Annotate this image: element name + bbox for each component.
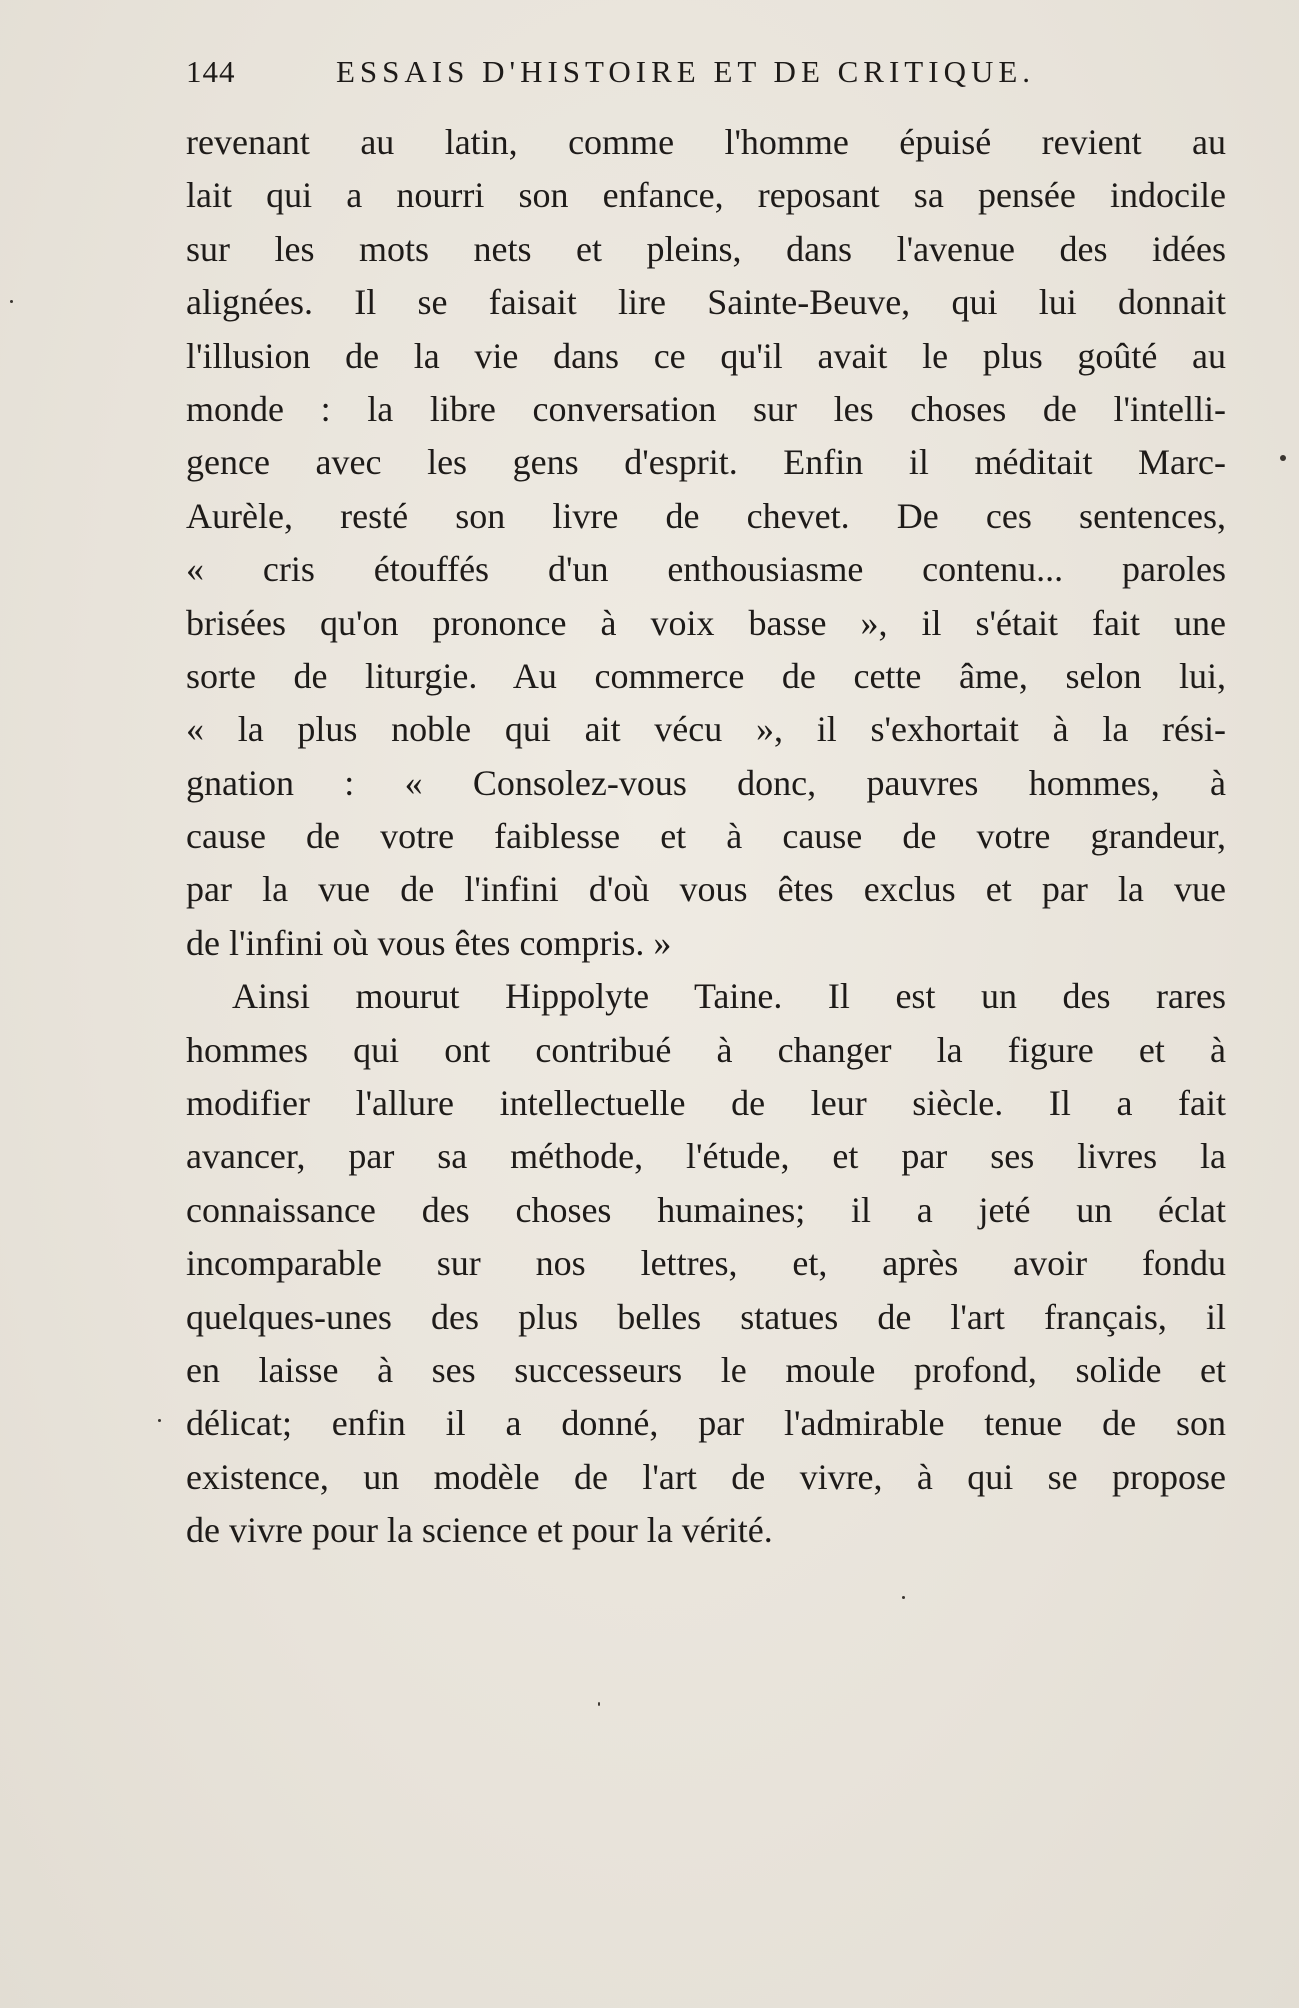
text-line: quelques-unes des plus belles statues de l'art français, il (186, 1296, 1226, 1337)
text-line: de l'infini où vous êtes compris. » (186, 922, 672, 963)
text-line: délicat; enfin il a donné, par l'admirable tenue de son (186, 1403, 1226, 1444)
paper-speck (1280, 455, 1286, 461)
text-line: sorte de liturgie. Au commerce de cette âme, selon lui, (186, 655, 1226, 696)
paper-speck (158, 1419, 161, 1422)
text-line: lait qui a nourri son enfance, reposant sa pensée indocile (186, 175, 1226, 216)
text-line: gence avec les gens d'esprit. Enfin il méditait Marc- (186, 442, 1226, 483)
text-line: revenant au latin, comme l'homme épuisé revient au (186, 122, 1226, 162)
text-line: sur les mots nets et pleins, dans l'avenue des idées (186, 228, 1226, 269)
text-line: modifier l'allure intellectuelle de leur siècle. Il a fait (186, 1083, 1226, 1124)
text-line: existence, un modèle de l'art de vivre, à qui se propose (186, 1456, 1226, 1497)
text-line: incomparable sur nos lettres, et, après avoir fondu (186, 1243, 1226, 1284)
text-line: « la plus noble qui ait vécu », il s'exhortait à la rési- (186, 709, 1226, 750)
text-line: monde : la libre conversation sur les choses de l'intelli- (186, 388, 1226, 429)
paper-speck (10, 300, 13, 303)
running-header (186, 52, 1106, 92)
text-line: par la vue de l'infini d'où vous êtes exclus et par la vue (186, 869, 1226, 910)
page-number: 144 (186, 54, 236, 89)
text-line: en laisse à ses successeurs le moule profond, solide et (186, 1349, 1226, 1390)
text-line: connaissance des choses humaines; il a jeté un éclat (186, 1189, 1226, 1230)
paper-speck (598, 1702, 600, 1706)
body-text (186, 116, 1226, 1558)
paper-speck (902, 1596, 905, 1599)
text-line: brisées qu'on prononce à voix basse », il s'était fait une (186, 602, 1226, 643)
text-line: cause de votre faiblesse et à cause de votre grandeur, (186, 816, 1226, 857)
text-line: Aurèle, resté son livre de chevet. De ces sentences, (186, 495, 1226, 536)
text-line: l'illusion de la vie dans ce qu'il avait le plus goûté au (186, 335, 1226, 376)
paragraph-2 (186, 970, 1226, 1557)
paragraph-1 (186, 116, 1226, 970)
text-line: « cris étouffés d'un enthousiasme contenu... paroles (186, 549, 1226, 590)
text-line: hommes qui ont contribué à changer la figure et à (186, 1029, 1226, 1070)
text-line: alignées. Il se faisait lire Sainte-Beuve, qui lui donnait (186, 282, 1226, 323)
text-line: Ainsi mourut Hippolyte Taine. Il est un des rares (232, 976, 1226, 1017)
text-line: de vivre pour la science et pour la vérité. (186, 1510, 773, 1551)
text-line: avancer, par sa méthode, l'étude, et par ses livres la (186, 1136, 1226, 1177)
text-line: gnation : « Consolez-vous donc, pauvres hommes, à (186, 762, 1226, 803)
running-title: ESSAIS D'HISTOIRE ET DE CRITIQUE. (336, 54, 1036, 89)
